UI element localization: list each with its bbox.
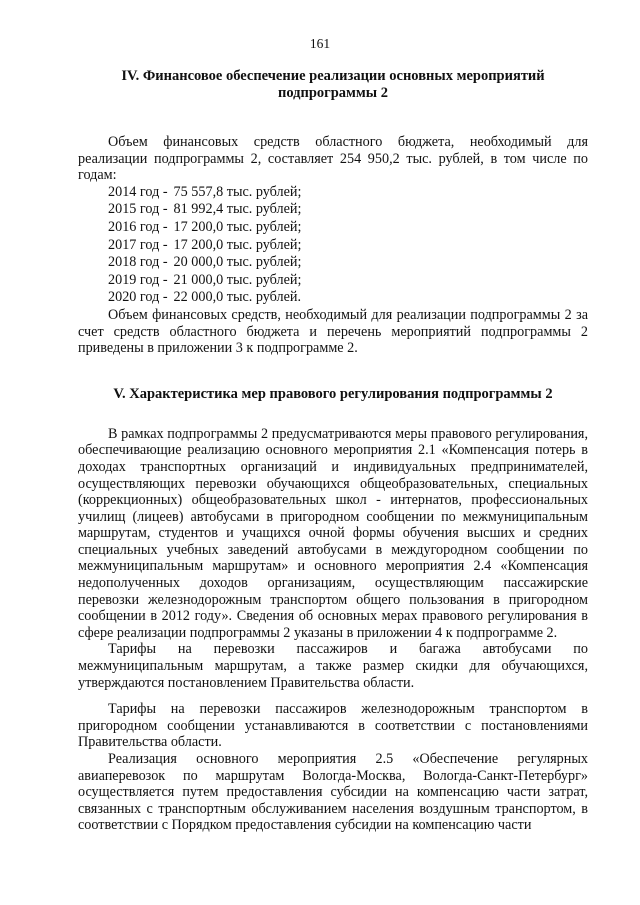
year-amount: 17 200,0 тыс. рублей; bbox=[173, 218, 302, 235]
section-4-title bbox=[78, 68, 588, 102]
year-amount: 81 992,4 тыс. рублей; bbox=[173, 201, 302, 218]
year-amount: 20 000,0 тыс. рублей; bbox=[173, 254, 302, 271]
section-5-paragraph-1: В рамках подпрограммы 2 предусматриваются меры правового регулирования, обеспечивающие реализацию основного мероприятия 2.1 «Компенсация потерь в доходах транспортных организаций и индивидуальных предпринимателей, осуществляющих перевозки обучающихся общеобразовательных, специальных (коррекционных) общеобразовательных школ - интернатов, профессиональных училищ (лицеев) автобусами в пригородном сообщении по межмуниципальным маршрутам, студентов и учащихся очной формы обучения высших и средних специальных учебных заведений автобусами в междугородном сообщении по межмуниципальным маршрутам» и основного мероприятия 2.4 «Компенсация недополученных доходов организациям, осуществляющим пассажирские перевозки железнодорожным транспортом общего пользования в пригородном сообщении в 2012 году». Сведения об основных мерах правового регулирования в сфере реализации подпрограммы 2 указаны в приложении 4 к подпрограмме 2. bbox=[78, 425, 588, 641]
year-label: 2015 год - bbox=[108, 201, 168, 218]
funding-year-item bbox=[108, 272, 588, 290]
year-amount: 21 000,0 тыс. рублей; bbox=[173, 271, 302, 288]
section-5-title: V. Характеристика мер правового регулирования подпрограммы 2 bbox=[113, 385, 553, 402]
year-label: 2016 год - bbox=[108, 218, 168, 235]
funding-year-item bbox=[108, 237, 588, 255]
year-amount: 75 557,8 тыс. рублей; bbox=[173, 183, 302, 200]
year-amount: 22 000,0 тыс. рублей. bbox=[173, 289, 302, 306]
year-label: 2014 год - bbox=[108, 183, 168, 200]
year-label: 2019 год - bbox=[108, 271, 168, 288]
funding-year-item bbox=[108, 201, 588, 219]
year-label: 2018 год - bbox=[108, 254, 168, 271]
section-5-paragraph-2: Тарифы на перевозки пассажиров и багажа автобусами по межмуниципальным маршрутам, а также размер скидки для обучающихся, утверждаются постановлением Правительства области. bbox=[78, 641, 588, 691]
year-label: 2020 год - bbox=[108, 289, 168, 306]
page-content bbox=[78, 68, 588, 834]
year-amount: 17 200,0 тыс. рублей; bbox=[173, 236, 302, 253]
funding-year-item bbox=[108, 254, 588, 272]
section-4-intro: Объем финансовых средств областного бюджета, необходимый для реализации подпрограммы 2, составляет 254 950,2 тыс. рублей, в том числе по годам: bbox=[78, 134, 588, 184]
section-5-paragraph-4: Реализация основного мероприятия 2.5 «Обеспечение регулярных авиаперевозок по маршрутам Вологда-Москва, Вологда-Санкт-Петербург» осуществляется путем предоставления субсидии на компенсацию части затрат, связанных с транспортным обслуживанием населения воздушным транспортом, в соответствии с Порядком предоставления субсидии на компенсацию части bbox=[78, 751, 588, 834]
section-4-title-line1: IV. Финансовое обеспечение реализации основных мероприятий bbox=[121, 68, 545, 84]
page-number: 161 bbox=[309, 36, 331, 51]
funding-year-item bbox=[108, 219, 588, 237]
section-4-title-line2: подпрограммы 2 bbox=[277, 85, 389, 101]
section-5-paragraph-3: Тарифы на перевозки пассажиров железнодорожным транспортом в пригородном сообщении устанавливаются в соответствии с постановлениями Правительства области. bbox=[78, 701, 588, 751]
funding-year-item bbox=[108, 289, 588, 307]
section-4-closing: Объем финансовых средств, необходимый для реализации подпрограммы 2 за счет средств областного бюджета и перечень мероприятий подпрограммы 2 приведены в приложении 3 к подпрограмме 2. bbox=[78, 306, 588, 357]
funding-by-year-list bbox=[108, 184, 588, 307]
year-label: 2017 год - bbox=[108, 236, 168, 253]
funding-year-item bbox=[108, 184, 588, 202]
